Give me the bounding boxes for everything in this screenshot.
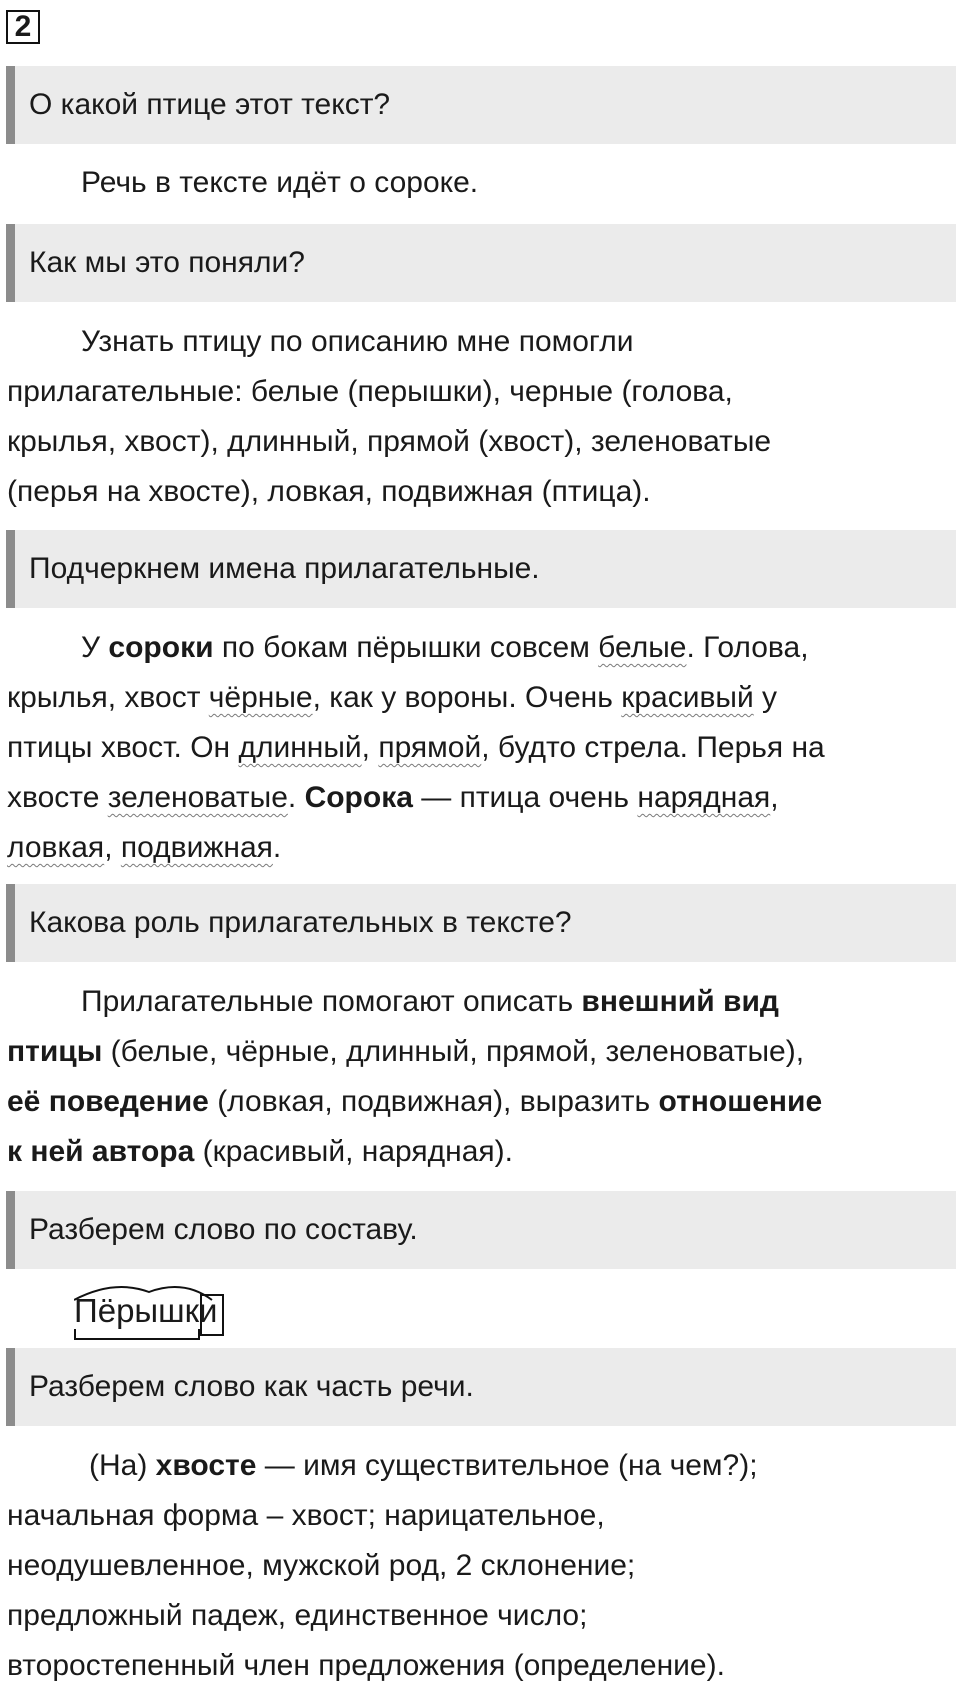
word-morpheme-analysis xyxy=(74,1283,254,1343)
text-line: птицы (белые, чёрные, длинный, прямой, зеленоватые), xyxy=(7,1035,805,1068)
question-text: Подчеркнем имена прилагательные. xyxy=(29,552,540,585)
question-bar-underline xyxy=(6,530,956,608)
adjective: ловкая xyxy=(7,831,105,864)
question-bar-composition xyxy=(6,1191,956,1269)
adjective: зеленоватые xyxy=(107,781,288,814)
adjective: чёрные xyxy=(208,681,313,714)
question-text: Разберем слово по составу. xyxy=(29,1213,418,1246)
answer-how: Узнать птицу по описанию мне помогли прилагательные: белые (перышки), черные (голова, крылья, хвост), длинный, прямой (хвост), зеленоватые (перья на хвосте), ловкая, подвижная (птица). xyxy=(7,325,772,508)
text-line: ловкая, подвижная. xyxy=(7,831,282,864)
answer-role xyxy=(7,977,952,1177)
question-text: Разберем слово как часть речи. xyxy=(29,1370,474,1403)
text-line: У сороки по бокам пёрышки совсем белые. Голова, xyxy=(81,631,809,664)
adjective: красивый xyxy=(621,681,754,714)
text-line: птицы хвост. Он длинный, прямой, будто стрела. Перья на xyxy=(7,731,825,764)
adjective: белые xyxy=(598,631,687,664)
text-line: Прилагательные помогают описать внешний вид xyxy=(81,985,779,1018)
adjective: длинный xyxy=(238,731,362,764)
text-line: хвосте зеленоватые. Сорока — птица очень нарядная, xyxy=(7,781,779,814)
text-with-adjectives xyxy=(7,623,952,873)
question-bar-part-of-speech xyxy=(6,1348,956,1426)
text-line: (На) хвосте — имя существительное (на чем?); xyxy=(89,1449,758,1482)
question-bar-role xyxy=(6,884,956,962)
question-text: Как мы это поняли? xyxy=(29,246,305,279)
question-text: О какой птице этот текст? xyxy=(29,88,391,121)
answer-part-of-speech: (На) хвосте — имя существительное (на чем?); начальная форма – хвост; нарицательное, неодушевленное, мужской род, 2 склонение; предложный падеж, единственное число; второстепенный член предложения (определение). xyxy=(7,1441,952,1691)
adjective: прямой xyxy=(378,731,482,764)
adjective: нарядная xyxy=(637,781,771,814)
question-bar-bird xyxy=(6,66,956,144)
answer-bird: Речь в тексте идёт о сороке. xyxy=(81,166,479,199)
text-line: к ней автора (красивый, нарядная). xyxy=(7,1135,513,1168)
text-line: её поведение (ловкая, подвижная), выразить отношение xyxy=(7,1085,823,1118)
adjective: подвижная xyxy=(120,831,273,864)
analyzed-word: Пёрышки xyxy=(74,1292,218,1329)
question-text: Какова роль прилагательных в тексте? xyxy=(29,906,572,939)
question-bar-how xyxy=(6,224,956,302)
text-line: крылья, хвост чёрные, как у вороны. Очень красивый у xyxy=(7,681,778,714)
exercise-number: 2 xyxy=(6,10,40,44)
